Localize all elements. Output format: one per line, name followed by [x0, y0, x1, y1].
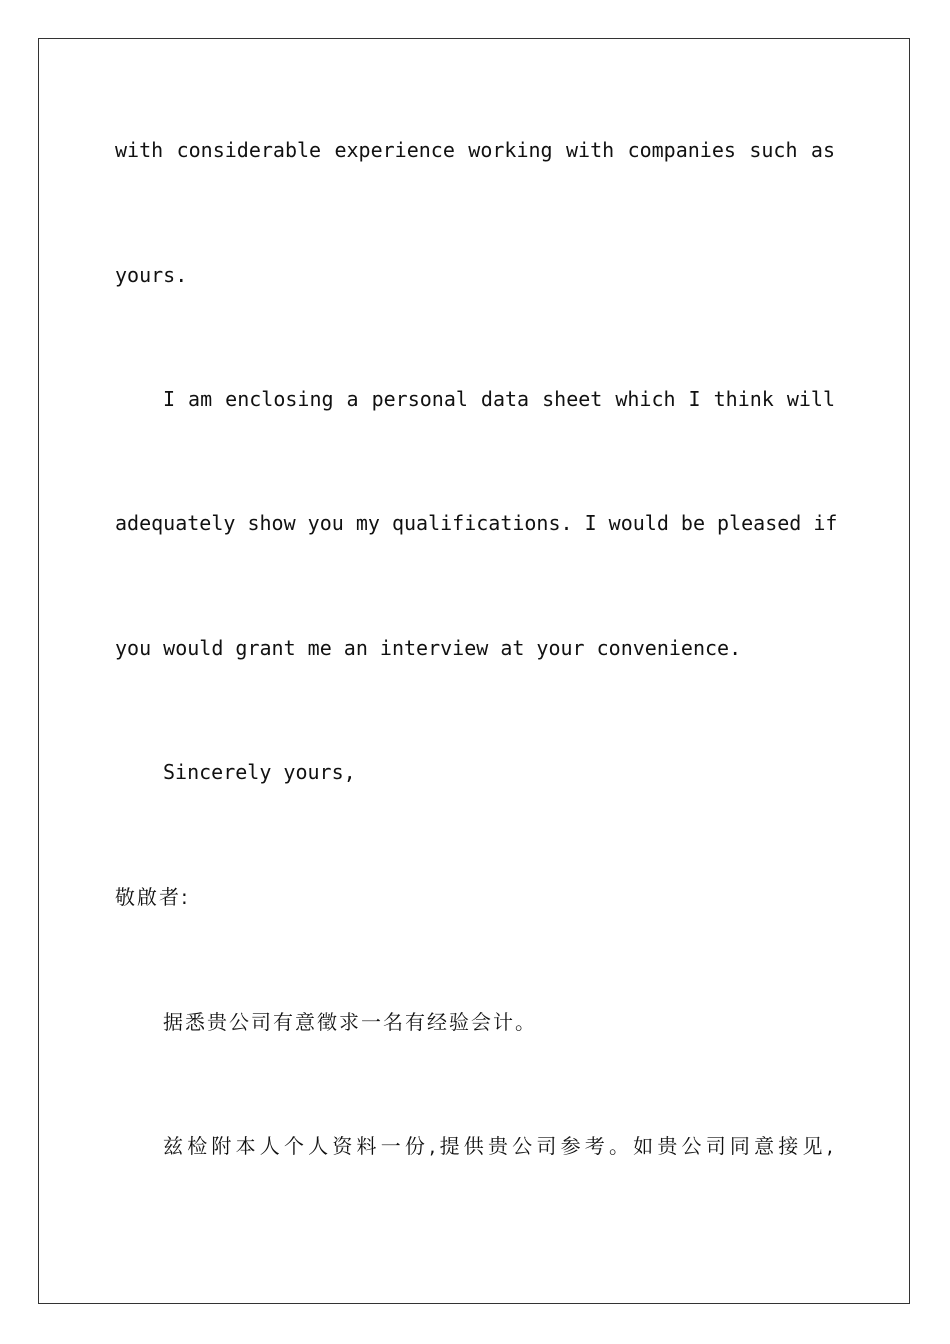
chinese-paragraph-line-2: 兹检附本人个人资料一份,提供贵公司参考。如贵公司同意接见, — [163, 1134, 835, 1158]
salutation-chinese: 敬啟者: — [115, 885, 190, 909]
closing-line: Sincerely yours, — [163, 760, 356, 784]
page-border — [38, 38, 910, 1304]
paragraph-line-4: adequately show you my qualifications. I would be pleased if — [115, 511, 838, 535]
paragraph-line-1: with considerable experience working with companies such as — [115, 138, 835, 162]
paragraph-line-5: you would grant me an interview at your convenience. — [115, 636, 742, 660]
paragraph-line-3: I am enclosing a personal data sheet which I think will — [163, 387, 835, 411]
chinese-paragraph-line-1: 据悉贵公司有意徵求一名有经验会计。 — [163, 1010, 537, 1034]
paragraph-line-2: yours. — [115, 263, 188, 287]
